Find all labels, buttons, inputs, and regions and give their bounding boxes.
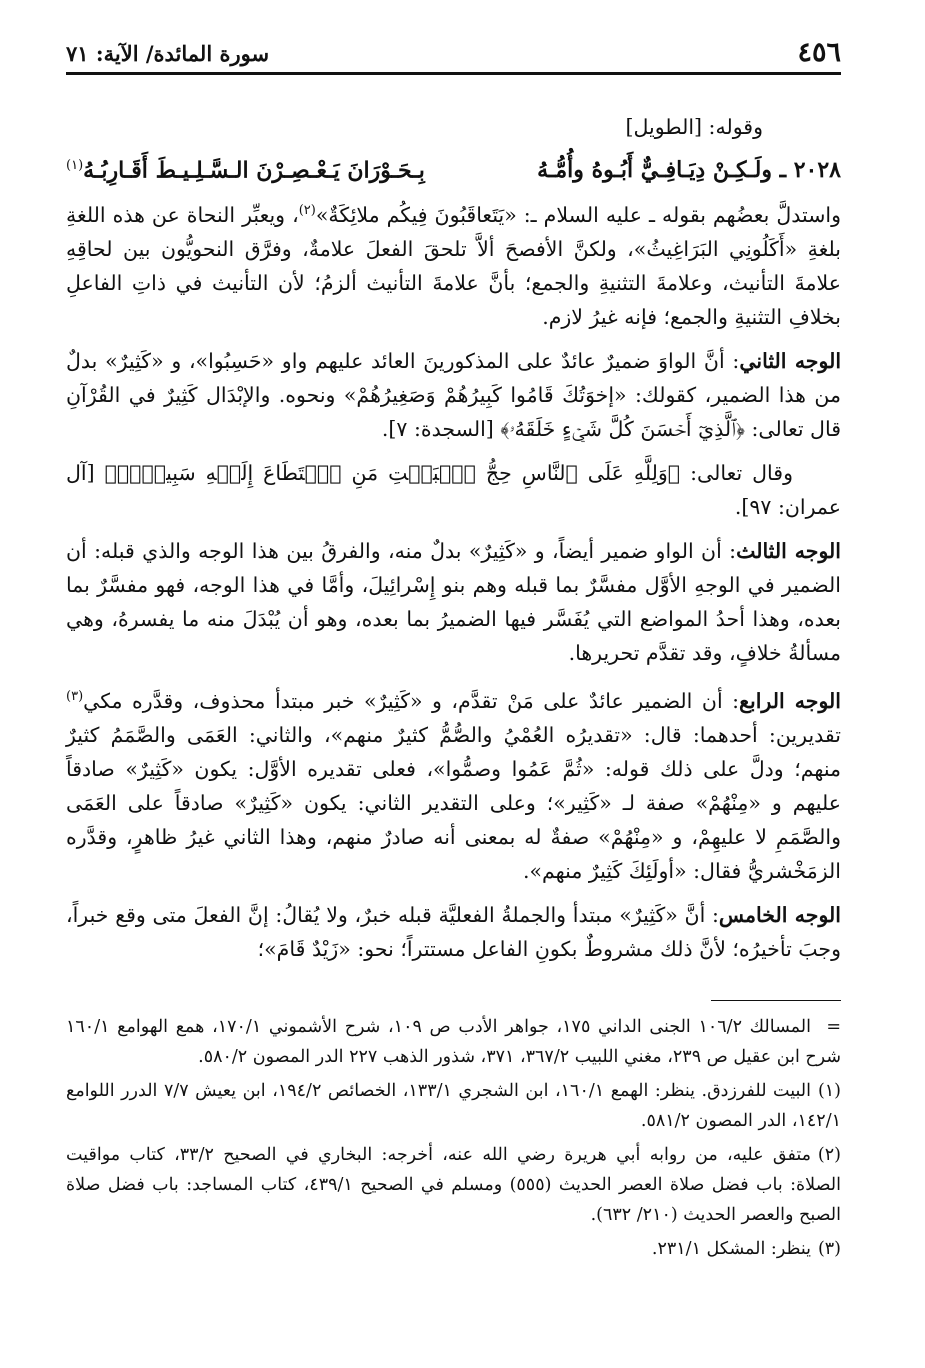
verse-first-half bbox=[537, 150, 841, 190]
footnote-ref-1: (١) bbox=[66, 158, 84, 173]
footnote-ref-2: (٢) bbox=[298, 203, 316, 219]
footnote-mark: (٣) bbox=[817, 1239, 841, 1259]
footnote-mark: (٢) bbox=[817, 1145, 841, 1165]
paragraph-quran-quote: وقال تعالى: ﴿وَلِلَّهِ عَلَى ٱلنَّاسِ حِجُّ ٱلۡبَيۡتِ مَنِ ٱسۡتَطَاعَ إِلَيۡهِ سَبِيلٗاۚ﴾ [آل عمران: ٩٧]. bbox=[66, 461, 841, 520]
heading-third-aspect: الوجه الثالث bbox=[736, 539, 841, 564]
paragraph-third-aspect bbox=[66, 534, 841, 670]
running-header bbox=[66, 28, 841, 75]
footnote bbox=[66, 1076, 841, 1136]
verse-second-half bbox=[66, 146, 425, 190]
footnote-text: البيت للفرزدق. ينظر: الهمع ١٦٠/١، ابن الشجري ١٣٣/١، الخصائص ١٩٤/٢، ابن يعيش ٧/٧ الدرر اللوامع ١٤٢/١، الدر المصون ٥٨١/٢. bbox=[66, 1081, 841, 1131]
main-text bbox=[66, 110, 841, 976]
verse-intro: وقوله: [الطويل] bbox=[625, 115, 763, 139]
footnote bbox=[66, 1234, 841, 1264]
verse-number: ٢٠٢٨ ـ bbox=[779, 157, 841, 184]
second-aspect-text: : أنَّ الواوَ ضميرٌ عائدٌ على المذكورينَ العائد عليهم واو «حَسِبُوا»، و «كَثِيرٌ» بدلٌ من هذا الضمير، كقولك: «إخوَتُكَ قَامُوا كَبِيرُهُمْ وَصَغِيرُهُمْ» ونحوه. والإبْدَال كَثِيرٌ في القُرْآنِ قال تعالى: ﴿ٱلَّذِيٓ أَحۡسَنَ كُلَّ شَيۡءٍ خَلَقَهُۥ﴾ [السجدة: ٧]. bbox=[66, 349, 841, 442]
fourth-aspect-text-b: تقديرين: أحدهما: قال: «تقديرُه العُمْيُ والصُّمُّ كثيرٌ منهم»، والثاني: العَمَى والصَّمَمُ كثيرٌ منهم؛ ودلَّ على ذلك قوله: «ثُمَّ عَمُوا وصمُّوا»، فعلى تقديره الأوَّل: يكون «كَثِيرٌ» صادقاً عليهم و «مِنْهُمْ» صفة لـ «كَثِير»؛ وعلى التقدير الثاني: يكون «كَثِيرٌ» صادقاً على العَمَى والصَّمَمِ لا عليهِمْ، و «مِنْهُمْ» صفةٌ له بمعنى أنه صادرٌ منهم، وهذا الثاني غيرُ ظاهرٍ، وقدَّره الزمَخْشريُّ فقال: «أولَئِكَ كَثِيرٌ منهم». bbox=[66, 722, 841, 883]
footnote-text: ينظر: المشكل ٢٣١/١. bbox=[651, 1239, 811, 1259]
footnotes bbox=[66, 1012, 841, 1268]
footnote bbox=[66, 1140, 841, 1230]
third-aspect-text: : أن الواو ضمير أيضاً، و «كَثِيرٌ» بدلٌ منه، والفرقُ بين هذا الوجه والذي قبله: أن الضمير في الوجهِ الأوَّل مفسَّرٌ بما قبله وهم بنو إِسْرائِيلَ، وأمَّا في هذا الوجه، فهو مفسَّرٌ بما بعده، وهذا أحدُ المواضع التي يُفَسَّر فيها الضميرُ بما بعده، وهو أن يُبْدَلَ منه ما يفسرهُ، وهي مسألةُ خلافٍ، وقد تقدَّم تحريرها. bbox=[66, 539, 841, 666]
footnote-ref-3: (٣) bbox=[66, 689, 84, 705]
fifth-aspect-text: : أنَّ «كَثِيرٌ» مبتدأ والجملةُ الفعليَّة قبله خبرٌ، ولا يُقالُ: إنَّ الفعلَ متى وقع خبراً، وجبَ تأخيرُه؛ لأنَّ ذلك مشروطٌ بكونِ الفاعل مستتراً؛ نحو: «زَيْدٌ قَامَ»؛ bbox=[66, 902, 841, 961]
fourth-aspect-text-a: : أن الضمير عائدٌ على مَنْ تقدَّم، و «كَثِيرٌ» خبر مبتدأ محذوف، وقدَّره مكي bbox=[83, 688, 740, 713]
footnote-text: المسالك ١٠٦/٢ الجنى الداني ١٧٥، جواهر الأدب ص ١٠٩، شرح الأشموني ١٧٠/١، همع الهوامع ١٦٠/١ شرح ابن عقيل ص ٢٣٩، مغني اللبيب ٣٦٧/٢، ٣٧١، شذور الذهب ٢٢٧ الدر المصون ٥٨٠/٢. bbox=[66, 1017, 841, 1067]
footnote-text: متفق عليه، من روابه أبي هريرة رضي الله عنه، أخرجه: البخاري في الصحيح ٣٣/٢، كتاب مواقيت الصلاة: باب فضل صلاة العصر الحديث (٥٥٥) ومسلم في الصحيح ٤٣٩/١، كتاب المساجد: باب فضل صلاة الصبح والعصر الحديث (٢١٠/ ٦٣٢). bbox=[66, 1145, 841, 1225]
heading-second-aspect: الوجه الثاني bbox=[739, 349, 842, 374]
heading-fourth-aspect: الوجه الرابع bbox=[739, 688, 841, 713]
footnote-mark: (١) bbox=[817, 1081, 841, 1101]
paragraph-1-text-b: ، ويعبِّر النحاة عن هذه اللغةِ بلغةِ «أَكَلُونِي البَرَاغِيثُ»، ولكنَّ الأفصحَ ألاَّ تلحقَ الفعلَ علامةٌ، وفرَّق النحويُّون بين لحاقِهِ علامةَ التأنيث، وعلامةَ التثنيةِ والجمع؛ بأنَّ علامةَ التأنيث ألزمُ؛ لأن التأنيث في ذاتِ الفاعلِ بخلافِ التثنيةِ والجمع؛ فإنه غيرُ لازم. bbox=[66, 203, 841, 330]
paragraph-1-text-a: واستدلَّ بعضُهم بقوله ـ عليه السلام ـ: «يَتَعاقَبُونَ فِيكُم ملائِكَةٌ» bbox=[315, 203, 841, 228]
paragraph-fourth-aspect bbox=[66, 680, 841, 888]
verse-second-half-text: بِـحَـوْرَانَ يَـعْـصِـرْنَ الـسَّـلِـيـطَ أَقَـارِبُـهُ bbox=[83, 157, 425, 184]
footnote bbox=[66, 1012, 841, 1072]
paragraph-1 bbox=[66, 194, 841, 334]
paragraph-second-aspect bbox=[66, 344, 841, 446]
footnote-mark: = bbox=[826, 1017, 841, 1037]
verse-first-half-text: ولَـكِـنْ دِيَـافِـيٌّ أَبُـوهُ وأُمُّـهُ bbox=[537, 157, 772, 184]
poetry-verse bbox=[66, 146, 841, 190]
page-number: ٤٥٦ bbox=[797, 37, 841, 68]
sura-title: سورة المائدة/ الآية: ٧١ bbox=[66, 41, 270, 66]
heading-fifth-aspect: الوجه الخامس bbox=[718, 902, 841, 927]
paragraph-fifth-aspect bbox=[66, 898, 841, 966]
footnote-separator bbox=[711, 1000, 841, 1001]
